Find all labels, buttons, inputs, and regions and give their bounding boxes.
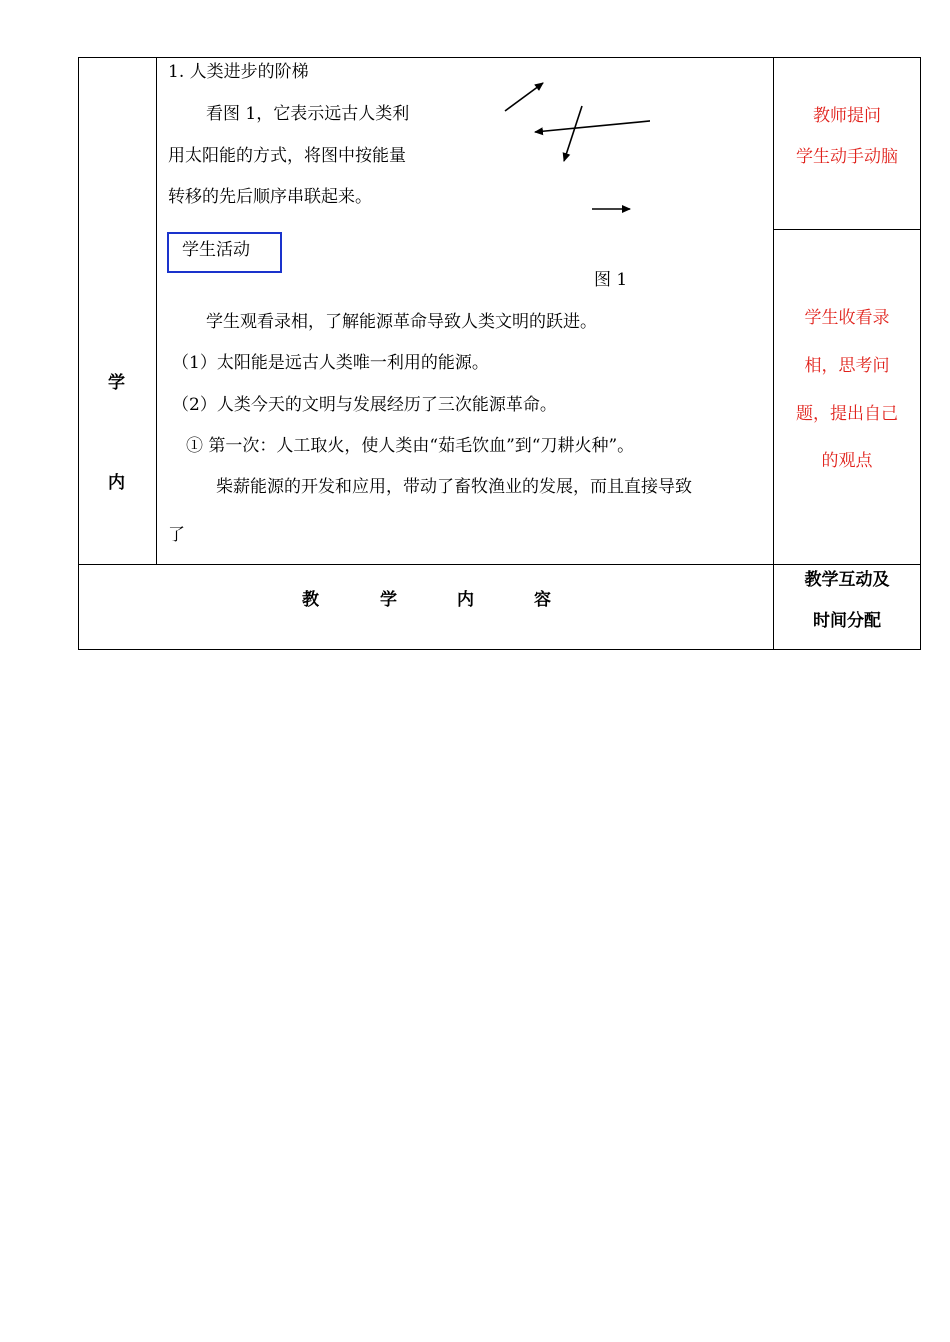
arrow-up-right	[505, 83, 543, 111]
list-item: （1）太阳能是远古人类唯一利用的能源。	[172, 353, 489, 373]
footer-header-char: 内	[457, 590, 474, 610]
left-column-char: 内	[108, 473, 125, 493]
table-border-right	[920, 57, 921, 650]
arrow-left	[535, 120, 650, 132]
footer-header-char: 学	[380, 590, 397, 610]
student-note: 题，提出自己	[796, 404, 898, 424]
list-item: ① 第一次：人工取火，使人类由“茹毛饮血”到“刀耕火种”。	[186, 436, 635, 456]
list-item: （2）人类今天的文明与发展经历了三次能源革命。	[172, 395, 557, 415]
footer-header-char: 教	[302, 590, 319, 610]
intro-text: 看图 1，它表示远古人类利	[206, 104, 410, 124]
student-note: 的观点	[821, 451, 873, 471]
student-activity-label: 学生活动	[182, 240, 250, 260]
left-column-divider	[156, 57, 157, 565]
footer-right-header: 教学互动及	[804, 570, 890, 590]
teacher-note: 教师提问	[813, 106, 881, 126]
right-column-divider	[773, 57, 774, 650]
table-row-divider	[78, 564, 921, 565]
paragraph: 柴薪能源的开发和应用，带动了畜牧渔业的发展，而且直接导致	[216, 477, 692, 497]
footer-right-header: 时间分配	[813, 611, 881, 631]
section-heading: 1. 人类进步的阶梯	[168, 62, 309, 82]
table-border-bottom	[78, 649, 921, 650]
footer-header-char: 容	[534, 590, 551, 610]
arrow-down	[564, 106, 582, 161]
table-border-top	[78, 57, 921, 58]
table-border-left	[78, 57, 79, 650]
student-note: 相，思考问	[804, 356, 890, 376]
figure-caption: 图 1	[594, 270, 628, 290]
paragraph: 了	[168, 525, 185, 545]
figure-1-diagram	[490, 70, 650, 220]
left-column-char: 学	[108, 373, 125, 393]
right-cell-divider	[773, 229, 921, 230]
intro-text: 转移的先后顺序串联起来。	[168, 187, 372, 207]
student-note: 学生收看录	[804, 308, 890, 328]
paragraph: 学生观看录相，了解能源革命导致人类文明的跃进。	[206, 312, 597, 332]
teacher-note: 学生动手动脑	[796, 147, 898, 167]
intro-text: 用太阳能的方式，将图中按能量	[168, 146, 406, 166]
